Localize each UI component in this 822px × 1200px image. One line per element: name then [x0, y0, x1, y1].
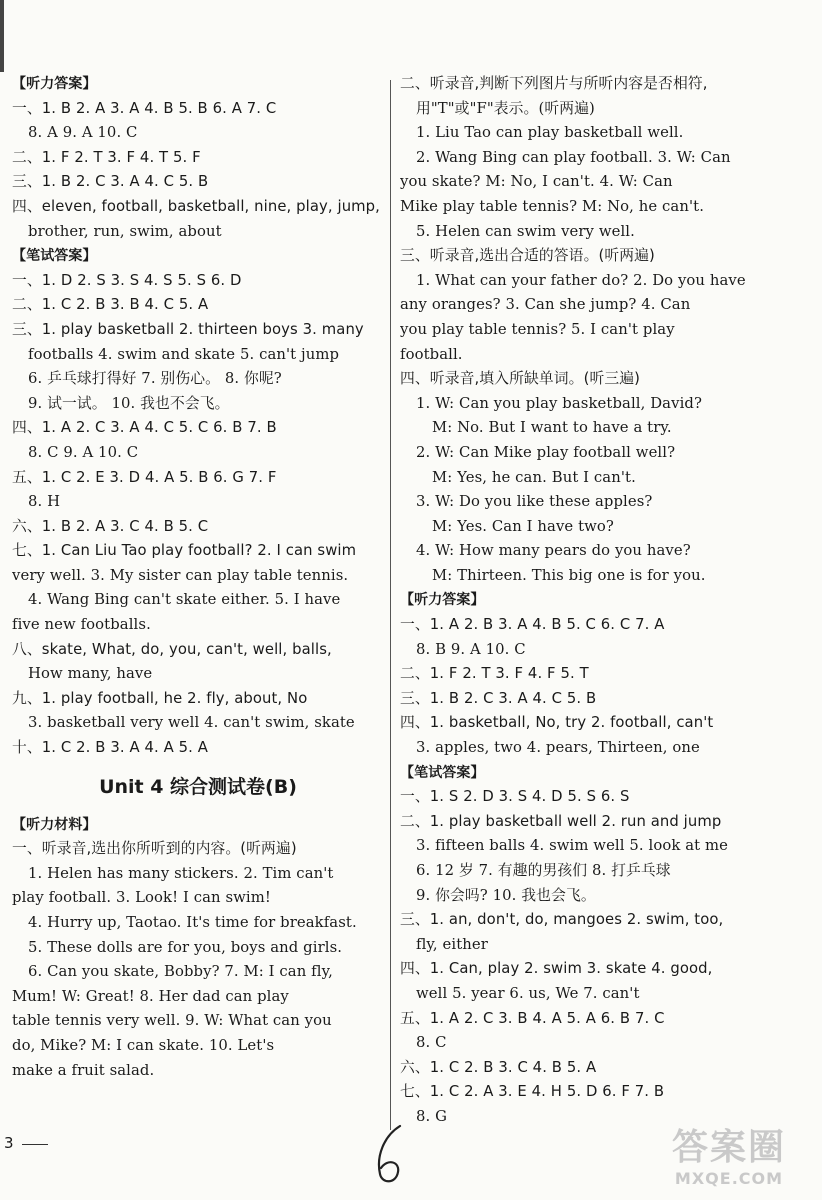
text-line: 5. These dolls are for you, boys and girls.: [28, 938, 343, 956]
question-line: 三、听录音,选出合适的答语。(听两遍): [400, 247, 655, 265]
question-line: 一、1. A 2. B 3. A 4. B 5. C 6. C 7. A: [400, 616, 665, 634]
question-line: 九、1. play football, he 2. fly, about, No: [12, 689, 308, 707]
question-line: 六、1. B 2. A 3. C 4. B 5. C: [12, 517, 209, 535]
text-line: 1. Helen has many stickers. 2. Tim can't: [28, 864, 334, 882]
text-line: 1. What can your father do? 2. Do you have: [416, 271, 746, 289]
text-line: play football. 3. Look! I can swim!: [12, 889, 271, 907]
question-line: 八、skate, What, do, you, can't, well, balls,: [12, 640, 332, 658]
question-line: 三、1. B 2. C 3. A 4. C 5. B: [400, 689, 597, 707]
text-line: 2. Wang Bing can play football. 3. W: Can: [416, 148, 731, 166]
question-line: 二、1. F 2. T 3. F 4. F 5. T: [400, 665, 589, 683]
text-line: you play table tennis? 5. I can't play: [400, 320, 675, 338]
text-line: 8. A 9. A 10. C: [28, 124, 138, 142]
watermark-bottom: MXQE.COM: [674, 1169, 784, 1188]
question-line: 二、1. F 2. T 3. F 4. T 5. F: [12, 148, 201, 166]
footer-dash: [22, 1144, 48, 1145]
text-line: make a fruit salad.: [12, 1061, 155, 1079]
left-column: [12, 72, 384, 1083]
question-line: 一、1. B 2. A 3. A 4. B 5. B 6. A 7. C: [12, 99, 277, 117]
text-line: 4. Wang Bing can't skate either. 5. I have: [28, 591, 341, 609]
text-line: 8. C 9. A 10. C: [28, 443, 139, 461]
unit-title: Unit 4 综合测试卷(B): [99, 775, 297, 798]
text-line: you skate? M: No, I can't. 4. W: Can: [400, 173, 673, 191]
question-line: 一、听录音,选出你所听到的内容。(听两遍): [12, 840, 297, 858]
text-line: 1. Liu Tao can play basketball well.: [416, 124, 684, 142]
text-line: 3. apples, two 4. pears, Thirteen, one: [416, 739, 700, 757]
text-line: 4. Hurry up, Taotao. It's time for breakfast.: [28, 914, 357, 931]
section-header: 【听力答案】: [12, 76, 97, 92]
text-line: 8. H: [28, 493, 61, 511]
question-line: 三、1. B 2. C 3. A 4. C 5. B: [12, 173, 209, 191]
text-line: M: Yes. Can I have two?: [432, 517, 614, 535]
question-line: 五、1. A 2. C 3. B 4. A 5. A 6. B 7. C: [400, 1009, 665, 1027]
question-line: 七、1. Can Liu Tao play football? 2. I can swim: [12, 542, 357, 560]
page-edge-mark: [0, 0, 4, 1200]
text-line: 9. 你会吗? 10. 我也会飞。: [416, 886, 596, 904]
text-line: M: Thirteen. This big one is for you.: [432, 566, 706, 584]
text-line: 6. 12 岁 7. 有趣的男孩们 8. 打乒乓球: [416, 862, 671, 879]
question-line: 四、1. A 2. C 3. A 4. C 5. C 6. B 7. B: [12, 419, 277, 437]
text-line: M: No. But I want to have a try.: [432, 419, 672, 437]
text-line: Mike play table tennis? M: No, he can't.: [400, 197, 705, 215]
text-line: 6. 乒乓球打得好 7. 别伤心。 8. 你呢?: [28, 370, 282, 388]
text-line: 3. W: Do you like these apples?: [416, 493, 653, 511]
text-line: very well. 3. My sister can play table tennis.: [12, 566, 349, 584]
text-line: 9. 试一试。 10. 我也不会飞。: [28, 394, 230, 412]
question-line: 四、eleven, football, basketball, nine, play, jump,: [12, 197, 380, 215]
question-line: 十、1. C 2. B 3. A 4. A 5. A: [12, 739, 208, 757]
text-line: 8. C: [416, 1034, 447, 1052]
question-line: 二、1. play basketball well 2. run and jump: [400, 812, 722, 830]
question-line: 二、听录音,判断下列图片与所听内容是否相符,: [400, 75, 708, 92]
watermark-top: 答案圈: [671, 1127, 786, 1168]
text-line: 5. Helen can swim very well.: [416, 222, 635, 240]
right-column: [400, 72, 774, 1130]
text-line: 3. basketball very well 4. can't swim, skate: [28, 714, 355, 732]
text-line: 8. G: [416, 1107, 448, 1125]
question-line: 一、1. D 2. S 3. S 4. S 5. S 6. D: [12, 271, 242, 289]
question-line: 一、1. S 2. D 3. S 4. D 5. S 6. S: [400, 788, 630, 806]
text-line: brother, run, swim, about: [28, 222, 222, 240]
text-line: How many, have: [28, 665, 153, 683]
column-divider: [390, 80, 391, 1130]
question-line: 三、1. play basketball 2. thirteen boys 3. many: [12, 320, 364, 338]
question-line: 七、1. C 2. A 3. E 4. H 5. D 6. F 7. B: [400, 1083, 665, 1101]
section-header: 【听力答案】: [400, 592, 485, 609]
text-line: 4. W: How many pears do you have?: [416, 542, 691, 560]
section-header: 【笔试答案】: [400, 764, 485, 781]
text-line: 2. W: Can Mike play football well?: [416, 443, 676, 461]
text-line: football.: [400, 345, 463, 363]
text-line: footballs 4. swim and skate 5. can't jump: [28, 345, 340, 363]
text-line: 6. Can you skate, Bobby? 7. M: I can fly,: [28, 963, 333, 981]
text-line: five new footballs.: [12, 616, 151, 634]
question-line: 三、1. an, don't, do, mangoes 2. swim, too,: [400, 911, 724, 929]
text-line: any oranges? 3. Can she jump? 4. Can: [400, 296, 691, 314]
text-line: fly, either: [416, 935, 488, 953]
section-header: 【听力材料】: [12, 816, 97, 833]
question-line: 四、1. basketball, No, try 2. football, can't: [400, 714, 714, 732]
text-line: do, Mike? M: I can skate. 10. Let's: [12, 1036, 275, 1054]
question-line: 五、1. C 2. E 3. D 4. A 5. B 6. G 7. F: [12, 468, 277, 486]
question-line: 六、1. C 2. B 3. C 4. B 5. A: [400, 1058, 597, 1076]
question-line: 四、听录音,填入所缺单词。(听三遍): [400, 370, 641, 388]
text-line: M: Yes, he can. But I can't.: [432, 468, 636, 486]
text-line: table tennis very well. 9. W: What can you: [12, 1012, 332, 1030]
question-line: 二、1. C 2. B 3. B 4. C 5. A: [12, 296, 209, 314]
text-line: 3. fifteen balls 4. swim well 5. look at me: [416, 837, 728, 855]
text-line: 8. B 9. A 10. C: [416, 640, 526, 658]
question-line: 四、1. Can, play 2. swim 3. skate 4. good,: [400, 960, 713, 978]
text-line: Mum! W: Great! 8. Her dad can play: [12, 987, 289, 1005]
handwritten-note: [370, 1120, 410, 1190]
text-line: well 5. year 6. us, We 7. can't: [416, 984, 640, 1002]
text-line: 用"T"或"F"表示。(听两遍): [416, 99, 595, 117]
text-line: 1. W: Can you play basketball, David?: [416, 394, 703, 412]
section-header: 【笔试答案】: [12, 248, 97, 265]
page-number: 3: [4, 1134, 14, 1152]
watermark-logo: [644, 1126, 814, 1196]
